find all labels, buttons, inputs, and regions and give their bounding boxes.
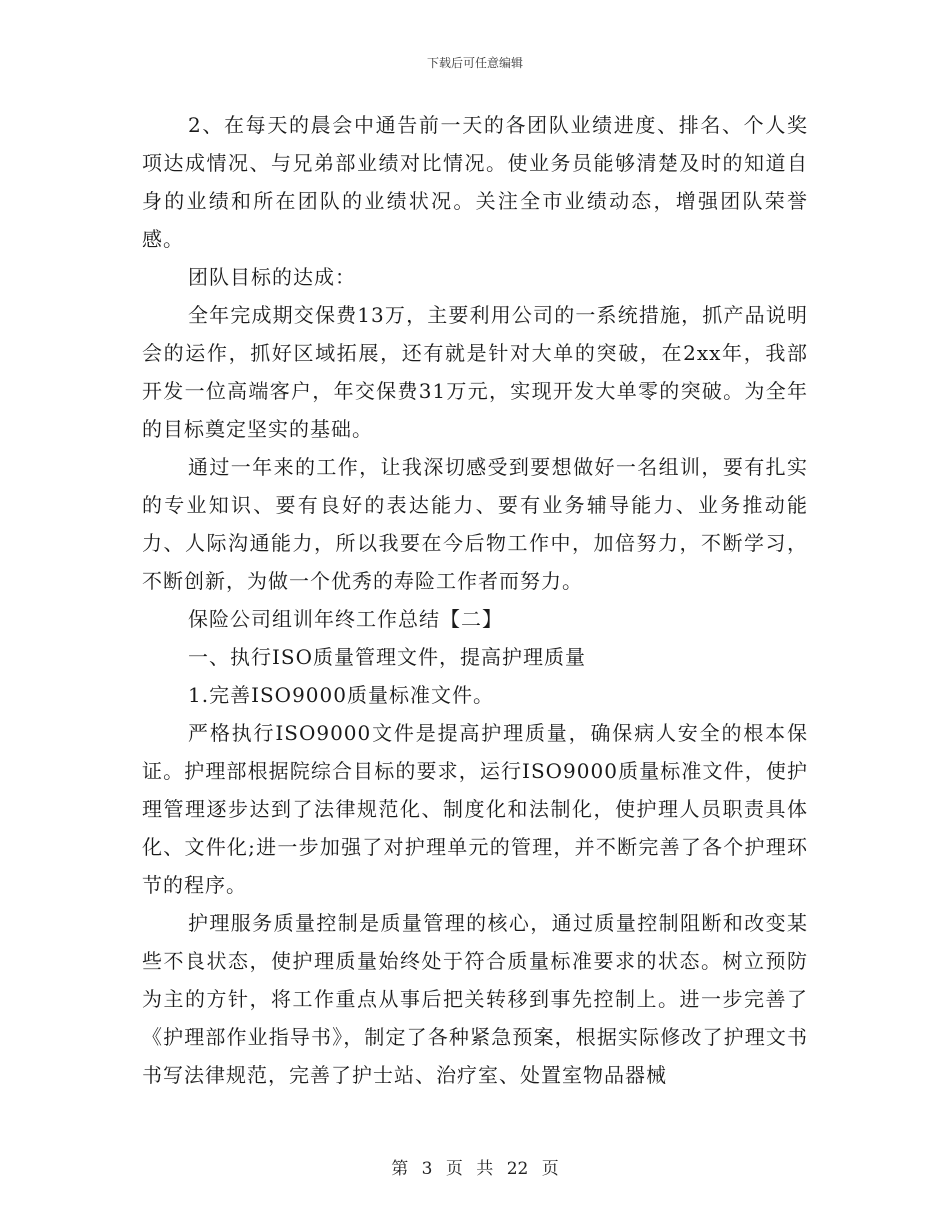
paragraph-reflection: 通过一年来的工作，让我深切感受到要想做好一名组训，要有扎实的专业知识、要有良好的表达能力、要有业务辅导能力、业务推动能力、人际沟通能力，所以我要在今后物工作中，加倍努力，不断学习，不断创新，为做一个优秀的寿险工作者而努力。 — [142, 455, 808, 593]
paragraph-team-goal-heading: 团队目标的达成： — [188, 265, 356, 289]
subheading-iso9000: 1.完善ISO9000质量标准文件。 — [188, 683, 494, 707]
document-body — [142, 106, 808, 1094]
section-heading-iso: 一、执行ISO质量管理文件，提高护理质量 — [188, 645, 586, 669]
paragraph-quality-control: 护理服务质量控制是质量管理的核心，通过质量控制阻断和改变某些不良状态，使护理质量始终处于符合质量标准要求的状态。树立预防为主的方针，将工作重点从事后把关转移到事先控制上。进一步完善了《护理部作业指导书》，制定了各种紧急预案，根据实际修改了护理文书书写法律规范，完善了护士站、治疗室、处置室物品器械 — [142, 911, 808, 1087]
paragraph-iso-execution: 严格执行ISO9000文件是提高护理质量，确保病人安全的根本保证。护理部根据院综合目标的要求，运行ISO9000质量标准文件，使护理管理逐步达到了法律规范化、制度化和法制化，使护理人员职责具体化、文件化;进一步加强了对护理单元的管理，并不断完善了各个护理环节的程序。 — [142, 721, 808, 897]
page-header: 下载后可任意编辑 — [426, 56, 523, 70]
paragraph-annual-premium: 全年完成期交保费13万，主要利用公司的一系统措施，抓产品说明会的运作，抓好区域拓展，还有就是针对大单的突破，在2xx年，我部开发一位高端客户，年交保费31万元，实现开发大单零的突破。为全年的目标奠定坚实的基础。 — [142, 303, 808, 441]
paragraph-daily-meeting: 2、在每天的晨会中通告前一天的各团队业绩进度、排名、个人奖项达成情况、与兄弟部业绩对比情况。使业务员能够清楚及时的知道自身的业绩和所在团队的业绩状况。关注全市业绩动态，增强团队荣誉感。 — [142, 113, 808, 251]
section-title: 保险公司组训年终工作总结【二】 — [188, 607, 503, 631]
page-footer: 第 3 页 共 22 页 — [391, 1159, 559, 1179]
